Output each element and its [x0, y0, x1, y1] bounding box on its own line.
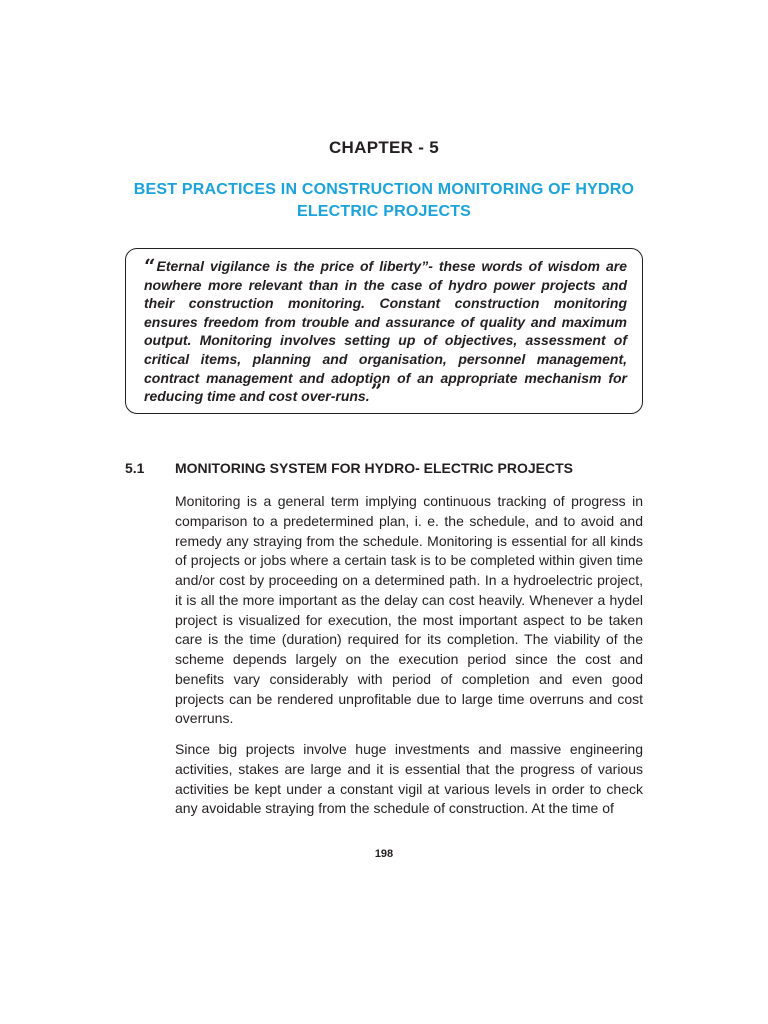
quote-text: Eternal vigilance is the price of liberty”- these words of wisdom are nowhere more relevant than in the case of hydro power projects and their construction monitoring. Constant construction monitoring ensures freedom from trouble and assurance of quality and maximum output. Monitoring involves setting up of objectives, assessment of critical items, planning and organisation, personnel management, contract management and adoption of an appropriate mechanism for reducing time and cost over-runs. — [144, 258, 627, 405]
open-quote-mark: “ — [144, 254, 156, 278]
close-quote-mark: ” — [370, 379, 383, 404]
body-paragraph: Monitoring is a general term implying continuous tracking of progress in comparison to a predetermined plan, i. e. the schedule, and to avoid and remedy any straying from the schedule. Monitoring is essential for all kinds of projects or jobs where a certain task is to be completed within given time and/or cost by proceeding on a determined path. In a hydroelectric project, it is all the more important as the delay can cost heavily. Whenever a hydel project is visualized for execution, the most important aspect to be taken care is the time (duration) required for its completion. The viability of the scheme depends largely on the execution period since the cost and benefits vary considerably with period of completion and even good projects can be rendered unprofitable due to large time overruns and cost overruns. — [175, 493, 643, 727]
chapter-title: BEST PRACTICES IN CONSTRUCTION MONITORING OF HYDRO ELECTRIC PROJECTS — [133, 181, 635, 220]
section-heading — [125, 460, 645, 476]
body-paragraph: Since big projects involve huge investments and massive engineering activities, stakes are large and it is essential that the progress of various activities be kept under a constant vigil at various levels in order to check any avoidable straying from the schedule of construction. At the time of — [175, 741, 643, 817]
section-title: MONITORING SYSTEM FOR HYDRO- ELECTRIC PROJECTS — [175, 460, 573, 476]
page-number: 198 — [374, 848, 394, 860]
chapter-label: CHAPTER - 5 — [328, 138, 440, 157]
quote-paragraph — [144, 254, 627, 406]
quote-box — [125, 248, 643, 414]
section-number: 5.1 — [125, 460, 145, 476]
